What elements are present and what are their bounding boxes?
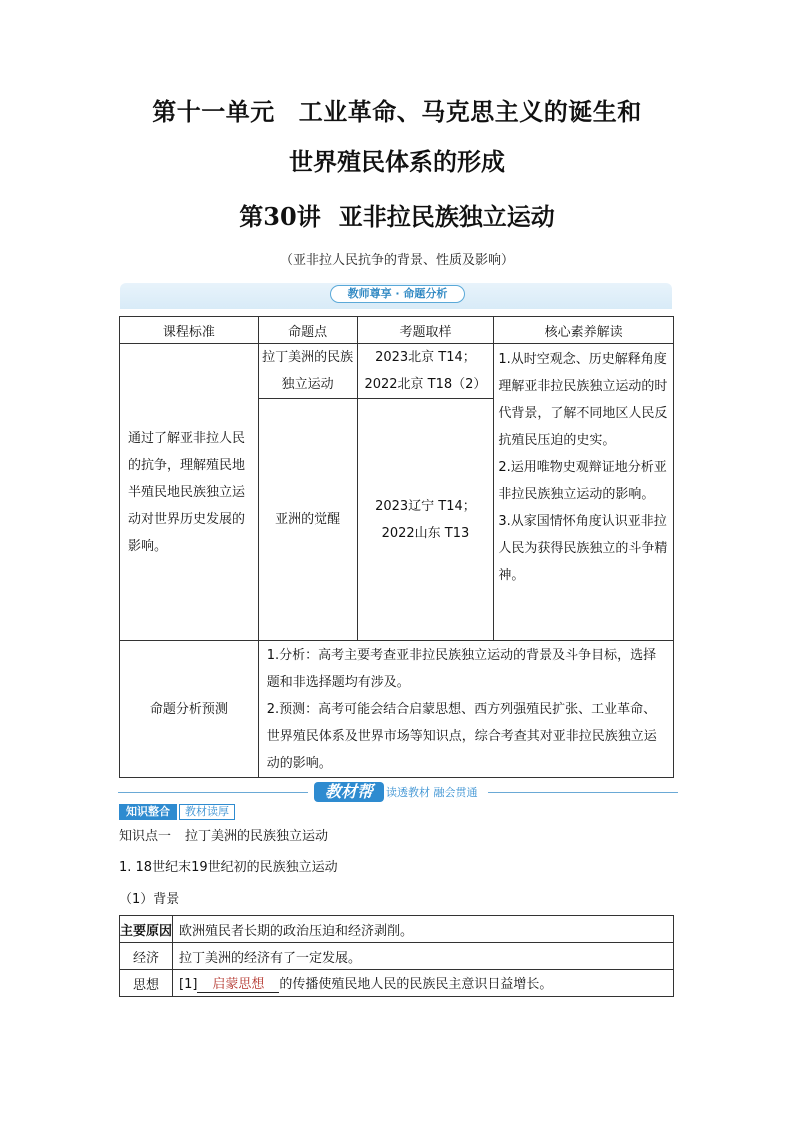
table-row — [120, 641, 674, 778]
unit-title-text: 工业革命、马克思主义的诞生和 — [298, 98, 642, 126]
knowledge-point-title: 拉丁美洲的民族独立运动 — [185, 829, 329, 844]
header-cell: 核心素养解读 — [494, 317, 674, 344]
background-value: 欧洲殖民者长期的政治压迫和经济剥削。 — [173, 916, 674, 943]
tag-textbook-deep: 教材读厚 — [179, 804, 235, 820]
background-key: 经济 — [120, 943, 173, 970]
curriculum-standard-cell: 通过了解亚非拉人民的抗争，理解殖民地半殖民地民族独立运动对世界历史发展的影响。 — [120, 344, 259, 641]
background-key: 主要原因 — [120, 916, 173, 943]
background-key: 思想 — [120, 970, 173, 997]
exam-sample-cell: 2023北京 T14； 2022北京 T18（2） — [357, 344, 494, 399]
lecture-label: 第30讲 — [239, 202, 321, 231]
table-row — [120, 916, 674, 943]
table-row — [120, 970, 674, 997]
teacher-banner — [120, 283, 672, 309]
unit-label: 第十一单元 — [152, 98, 275, 126]
proposition-point-cell: 拉丁美洲的民族独立运动 — [258, 344, 357, 399]
banner-label: 教师尊享 · 命题分析 — [330, 285, 465, 303]
lecture-subtitle: （亚非拉人民抗争的背景、性质及影响） — [279, 253, 514, 268]
exam-sample-cell: 2023辽宁 T14； 2022山东 T13 — [357, 399, 494, 641]
knowledge-subitem: （1）背景 — [119, 892, 180, 907]
textbook-section-banner — [118, 780, 678, 806]
forecast-text-cell: 1.分析：高考主要考查亚非拉民族独立运动的背景及斗争目标，选择题和非选择题均有涉及。 2.预测：高考可能会结合启蒙思想、西方列强殖民扩张、工业革命、世界殖民体系及世界市场等知识点，综合考查其对亚非拉民族独立运动的影响。 — [258, 641, 673, 778]
lecture-title — [0, 199, 794, 235]
knowledge-point-heading — [119, 828, 328, 846]
blank-number: [1] — [179, 977, 198, 992]
background-value — [173, 970, 674, 997]
proposition-point-cell: 亚洲的觉醒 — [258, 399, 357, 641]
knowledge-item: 1. 18世纪末19世纪初的民族独立运动 — [119, 860, 338, 875]
table-row — [120, 344, 674, 399]
lecture-title-text: 亚非拉民族独立运动 — [338, 202, 555, 231]
answer-blank[interactable]: 启蒙思想 — [197, 973, 279, 993]
background-value: 拉丁美洲的经济有了一定发展。 — [173, 943, 674, 970]
header-cell: 考题取样 — [357, 317, 494, 344]
unit-title — [0, 94, 794, 130]
header-cell: 课程标准 — [120, 317, 259, 344]
table-row — [120, 943, 674, 970]
tag-knowledge-integration: 知识整合 — [119, 804, 177, 820]
header-cell: 命题点 — [258, 317, 357, 344]
analysis-table — [119, 316, 674, 778]
knowledge-point-label: 知识点一 — [119, 829, 172, 844]
textbook-label: 教材帮 — [314, 782, 384, 802]
textbook-motto: 读透教材 融会贯通 — [386, 786, 478, 799]
analysis-table-header — [120, 317, 674, 344]
background-table — [119, 915, 674, 997]
core-literacy-cell: 1.从时空观念、历史解释角度理解亚非拉民族独立运动的时代背景，了解不同地区人民反抗殖民压迫的史实。 2.运用唯物史观辩证地分析亚非拉民族独立运动的影响。 3.从家国情怀角度认识亚非拉人民为获得民族独立的斗争精神。 — [494, 344, 674, 641]
background-value-text: 的传播使殖民地人民的民族民主意识日益增长。 — [279, 977, 553, 992]
forecast-label-cell: 命题分析预测 — [120, 641, 259, 778]
unit-title-continued: 世界殖民体系的形成 — [289, 148, 505, 176]
